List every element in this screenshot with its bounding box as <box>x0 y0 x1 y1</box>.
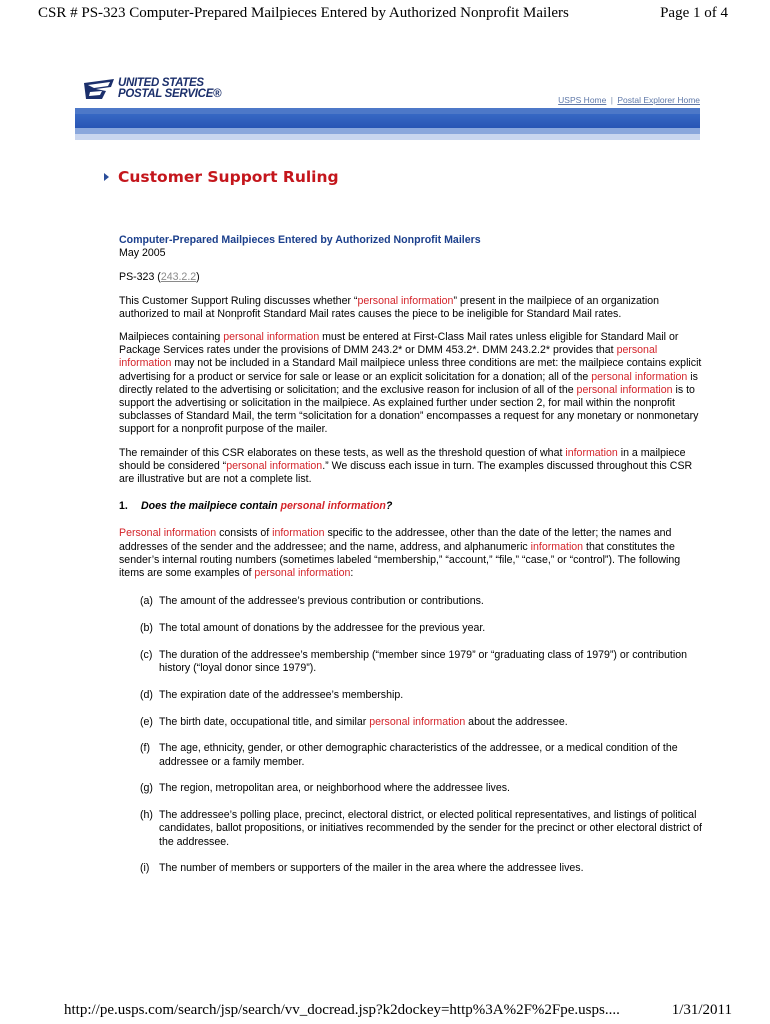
footer-url: http://pe.usps.com/search/jsp/search/vv_docread.jsp?k2dockey=http%3A%2F%2Fpe.usps.... <box>64 1002 620 1018</box>
list-item: (d) The expiration date of the addressee’s membership. <box>140 688 404 701</box>
page-number: Page 1 of 4 <box>660 4 728 21</box>
print-header <box>38 1 732 25</box>
usps-logo[interactable] <box>82 76 221 102</box>
list-item: (e) The birth date, occupational title, and similar personal information about the addressee. <box>140 715 568 728</box>
doc-date: May 2005 <box>119 247 166 260</box>
eagle-icon <box>82 77 116 101</box>
list-item: (i) The number of members or supporters of the mailer in the area where the addressee lives. <box>140 862 584 875</box>
ruling-title: Customer Support Ruling <box>118 168 339 186</box>
postal-explorer-link[interactable]: Postal Explorer Home <box>617 95 700 105</box>
list-item: (f) The age, ethnicity, gender, or other demographic characteristics of the addressee, or a medical condition of the addressee or a family member. <box>140 742 678 768</box>
list-item: (h) The addressee’s polling place, precinct, electoral district, or elected political representatives, and listings of political candidates, ballot propositions, or initiatives recommended by the sender for the precinct or other electoral district of the addressee. <box>140 809 702 848</box>
header-band-pale <box>75 134 700 140</box>
print-footer <box>64 1002 732 1019</box>
paragraph-remainder: The remainder of this CSR elaborates on these tests, as well as the threshold question of what information in a mailpiece should be considered “personal information.” We discuss each issue in turn. The examples discussed throughout this CSR are illustrative but are not a complete list. <box>119 446 693 486</box>
ps-id: PS-323 ( <box>119 271 161 284</box>
link-separator: | <box>610 95 613 105</box>
usps-home-link[interactable]: USPS Home <box>558 95 607 105</box>
paragraph-definition: Personal information consists of information specific to the addressee, other than the date of the letter; the names and addresses of the sender and the addressee; and the name, address, and alphanumeric information that constitutes the sender’s internal routing numbers (sometimes labeled “membership,” “account,” “file,” “case,” or “control”). The following items are some examples of personal information: <box>119 527 681 580</box>
dmm-reference-link[interactable]: 243.2.2 <box>160 271 197 284</box>
logo-line2: POSTAL SERVICE® <box>118 88 222 100</box>
header-band-main <box>75 114 700 128</box>
print-header-title: CSR # PS-323 Computer-Prepared Mailpieces Entered by Authorized Nonprofit Mailers <box>38 4 569 21</box>
paragraph-intro: This Customer Support Ruling discusses whether “personal information” present in the mailpiece of an organization authorized to mail at Nonprofit Standard Mail rates causes the piece to be ineligible for Standard Mail rates. <box>119 294 659 320</box>
top-links <box>558 95 700 105</box>
logo-wordmark <box>118 78 221 100</box>
section-1-heading: 1. Does the mailpiece contain personal information? <box>119 500 393 513</box>
logo-line1: UNITED STATES <box>118 77 204 89</box>
document-body <box>119 234 704 889</box>
list-item: (a) The amount of the addressee’s previous contribution or contributions. <box>140 595 484 608</box>
paragraph-requirements: Mailpieces containing personal information must be entered at First-Class Mail rates unless eligible for Standard Mail or Package Services rates under the provisions of DMM 243.2* or DMM 453.2*. DMM 243.2.2* provides that personal information may not be included in a Standard Mail mailpiece unless three conditions are met: the mailpiece contains explicit advertising for a product or service for sale or lease or an explicit solicitation for a donation; all of the personal information is directly related to the advertising or solicitation; and the exclusive reason for inclusion of all of the personal information is to support the advertising or solicitation in the mailpiece. As explained further under section 2, for mail within the nonprofit subclasses of Standard Mail, the term “solicitation for a donation” encompasses a request for any monetary or nonmonetary support for a nonprofit purpose of the mailer. <box>119 331 702 436</box>
bullet-arrow-icon <box>104 173 109 181</box>
footer-date: 1/31/2011 <box>671 1002 732 1018</box>
ruling-heading <box>104 168 339 186</box>
ps-close: ) <box>196 271 200 284</box>
list-item: (b) The total amount of donations by the addressee for the previous year. <box>140 622 486 635</box>
ps-line <box>119 271 704 284</box>
list-item: (g) The region, metropolitan area, or neighborhood where the addressee lives. <box>140 782 510 795</box>
list-item: (c) The duration of the addressee’s membership (“member since 1979” or “graduating class of 1979”) or contribution history (“loyal donor since 1979”). <box>140 648 687 675</box>
doc-subtitle: Computer-Prepared Mailpieces Entered by Authorized Nonprofit Mailers <box>119 234 481 246</box>
examples-list <box>119 595 704 875</box>
